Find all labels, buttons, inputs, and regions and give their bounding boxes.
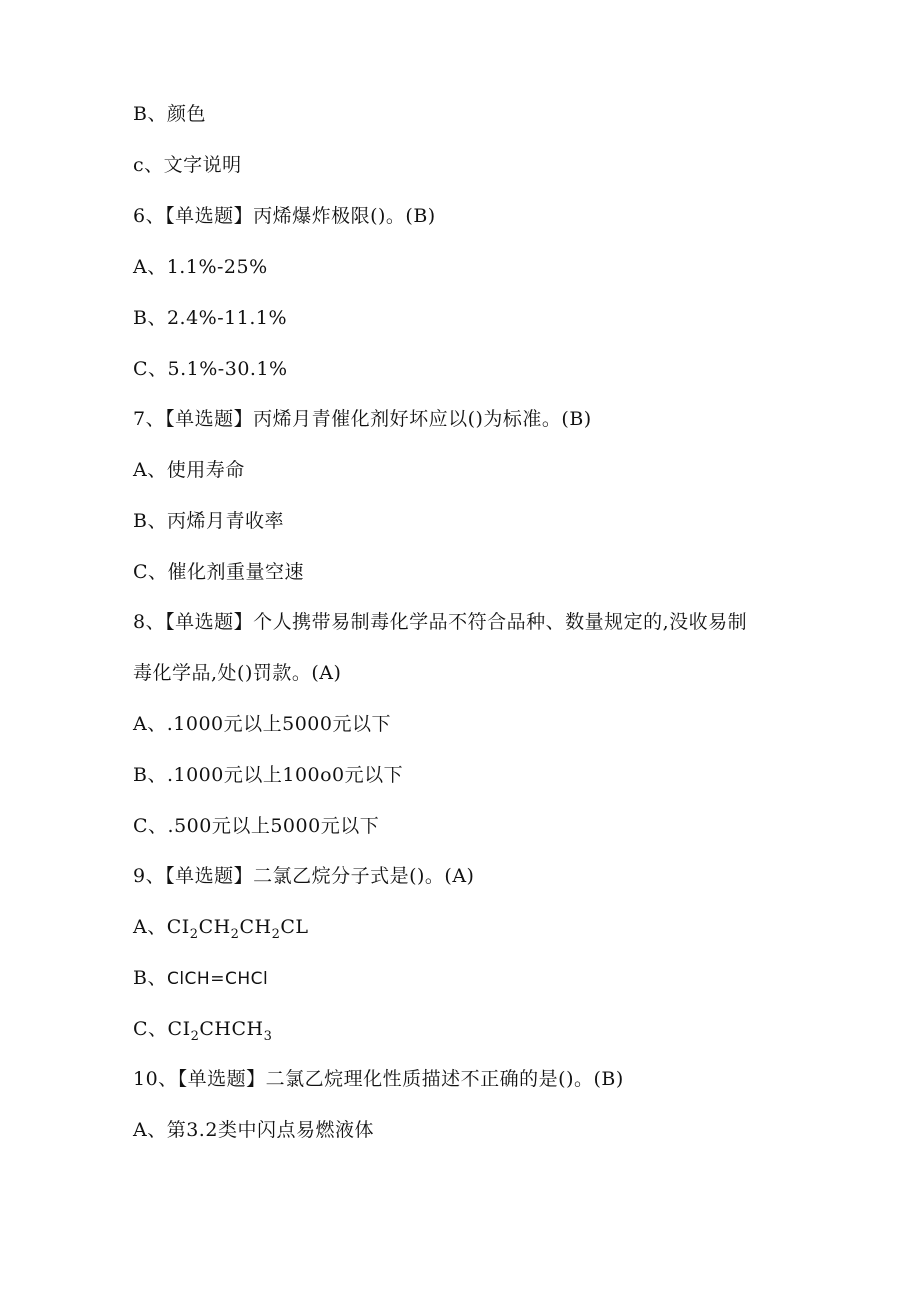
question-10-option-a: A、第3.2类中闪点易燃液体 <box>133 1119 374 1141</box>
formula-subscript: 2 <box>271 927 281 942</box>
option-a-prefix: A、 <box>133 916 167 938</box>
formula-subscript: 2 <box>230 927 240 942</box>
question-9-option-a <box>133 914 309 948</box>
question-9-option-c <box>133 1016 272 1050</box>
option-c-prefix: C、 <box>133 1018 168 1040</box>
formula-subscript: 3 <box>263 1029 273 1044</box>
question-6-option-c: C、5.1%-30.1% <box>133 358 288 380</box>
question-8-line-2: 毒化学品,处()罚款。(A) <box>133 662 342 684</box>
formula-part: CL <box>280 916 309 938</box>
question-10: 10、【单选题】二氯乙烷理化性质描述不正确的是()。(B) <box>133 1068 624 1090</box>
question-9: 9、【单选题】二氯乙烷分子式是()。(A) <box>133 865 475 887</box>
question-8-option-b: B、.1000元以上100o0元以下 <box>133 764 404 786</box>
question-9-option-b <box>133 965 268 992</box>
formula-part: CH <box>198 916 231 938</box>
formula-part: CH <box>239 916 272 938</box>
question-6-option-a: A、1.1%-25% <box>133 256 268 278</box>
option-b-color: B、颜色 <box>133 103 206 125</box>
formula-subscript: 2 <box>189 927 199 942</box>
question-6-option-b: B、2.4%-11.1% <box>133 307 288 329</box>
question-6: 6、【单选题】丙烯爆炸极限()。(B) <box>133 205 436 227</box>
question-7-option-c: C、催化剂重量空速 <box>133 561 305 583</box>
question-8-option-a: A、.1000元以上5000元以下 <box>133 713 391 735</box>
question-7-option-b: B、丙烯月青收率 <box>133 510 284 532</box>
question-8-line-1: 8、【单选题】个人携带易制毒化学品不符合品种、数量规定的,没收易制 <box>133 611 748 633</box>
formula-subscript: 2 <box>190 1029 200 1044</box>
option-c-text-description: c、文字说明 <box>133 154 242 176</box>
question-8-option-c: C、.500元以上5000元以下 <box>133 815 380 837</box>
formula-part: CI <box>167 1018 191 1040</box>
formula-body: ClCH=CHCl <box>166 969 269 989</box>
formula-part: CHCH <box>199 1018 264 1040</box>
option-b-prefix: B、 <box>133 967 167 989</box>
question-7-option-a: A、使用寿命 <box>133 459 245 481</box>
formula-part: CI <box>166 916 190 938</box>
question-7: 7、【单选题】丙烯月青催化剂好坏应以()为标准。(B) <box>133 408 592 430</box>
